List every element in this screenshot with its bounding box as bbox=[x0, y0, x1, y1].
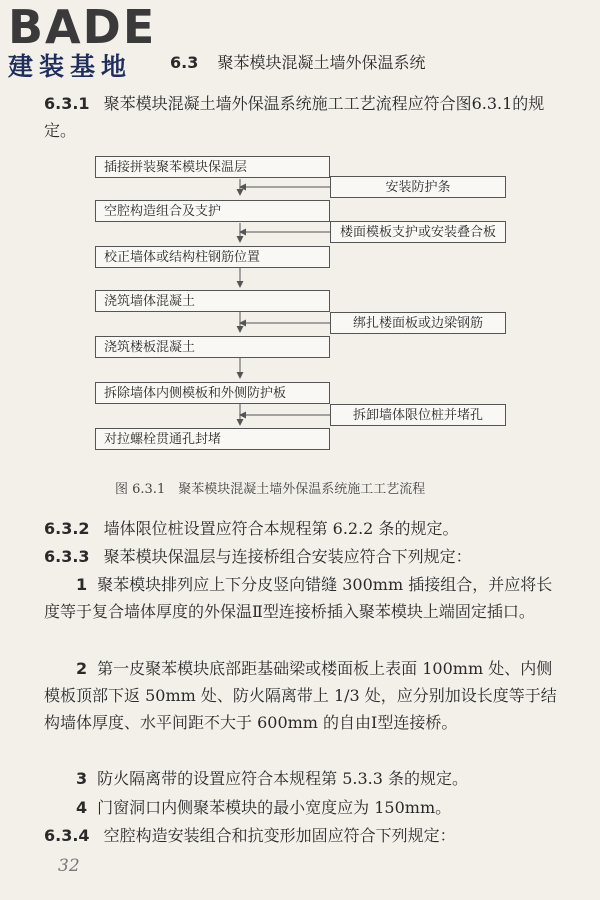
flow-step-6: 拆除墙体内侧模板和外侧防护板 bbox=[95, 382, 330, 404]
clause-6-3-3-item-4 bbox=[44, 794, 564, 821]
item-text: 门窗洞口内侧聚苯模块的最小宽度应为 150mm。 bbox=[97, 798, 452, 817]
flow-step-4: 浇筑墙体混凝土 bbox=[95, 290, 330, 312]
section-number: 6.3 bbox=[170, 53, 199, 72]
clause-6-3-4 bbox=[44, 822, 564, 849]
item-number: 2 bbox=[76, 659, 88, 678]
flow-step-2: 空腔构造组合及支护 bbox=[95, 200, 330, 222]
item-number: 1 bbox=[76, 575, 88, 594]
flow-side-step-1: 安装防护条 bbox=[330, 176, 506, 198]
item-text: 聚苯模块排列应上下分皮竖向错缝 300mm 插接组合，并应将长度等于复合墙体厚度的外保温Ⅱ型连接桥插入聚苯模块上端固定插口。 bbox=[44, 575, 553, 621]
item-number: 4 bbox=[76, 798, 88, 817]
flow-side-step-4: 拆卸墙体限位桩并堵孔 bbox=[330, 404, 506, 426]
logo-subtitle: 建装基地 bbox=[8, 52, 133, 81]
flow-step-5: 浇筑楼板混凝土 bbox=[95, 336, 330, 358]
flow-step-7: 对拉螺栓贯通孔封堵 bbox=[95, 428, 330, 450]
clause-text: 聚苯模块保温层与连接桥组合安装应符合下列规定： bbox=[103, 547, 472, 566]
flow-side-step-2: 楼面模板支护或安装叠合板 bbox=[330, 221, 506, 243]
figure-caption: 图 6.3.1 聚苯模块混凝土墙外保温系统施工工艺流程 bbox=[115, 482, 426, 497]
item-text: 防火隔离带的设置应符合本规程第 5.3.3 条的规定。 bbox=[97, 769, 469, 788]
clause-text: 墙体限位桩设置应符合本规程第 6.2.2 条的规定。 bbox=[103, 519, 459, 538]
flow-step-1: 插接拼装聚苯模块保温层 bbox=[95, 156, 330, 178]
flow-step-3: 校正墙体或结构柱钢筋位置 bbox=[95, 246, 330, 268]
clause-text: 空腔构造安装组合和抗变形加固应符合下列规定： bbox=[103, 826, 456, 845]
clause-6-3-3-item-1 bbox=[44, 571, 564, 625]
flow-side-step-3: 绑扎楼面板或边梁钢筋 bbox=[330, 312, 506, 334]
clause-6-3-2 bbox=[44, 515, 564, 542]
clause-number: 6.3.4 bbox=[44, 826, 90, 845]
clause-number: 6.3.1 bbox=[44, 94, 90, 113]
section-title-text: 聚苯模块混凝土墙外保温系统 bbox=[217, 53, 426, 72]
logo-wordmark: BADE bbox=[8, 0, 157, 54]
item-text: 第一皮聚苯模块底部距基础梁或楼面板上表面 100mm 处、内侧模板顶部下返 50mm 处、防火隔离带上 1/3 处，应分别加设长度等于结构墙体厚度、水平间距不大于 600mm 的自由Ⅰ型连接桥。 bbox=[44, 659, 557, 732]
clause-text: 聚苯模块混凝土墙外保温系统施工工艺流程应符合图6.3.1的规定。 bbox=[44, 94, 545, 140]
clause-number: 6.3.2 bbox=[44, 519, 90, 538]
clause-6-3-3 bbox=[44, 543, 564, 570]
clause-6-3-3-item-2 bbox=[44, 655, 564, 736]
item-number: 3 bbox=[76, 769, 88, 788]
page-number: 32 bbox=[58, 856, 80, 876]
clause-6-3-3-item-3 bbox=[44, 765, 564, 792]
clause-number: 6.3.3 bbox=[44, 547, 90, 566]
